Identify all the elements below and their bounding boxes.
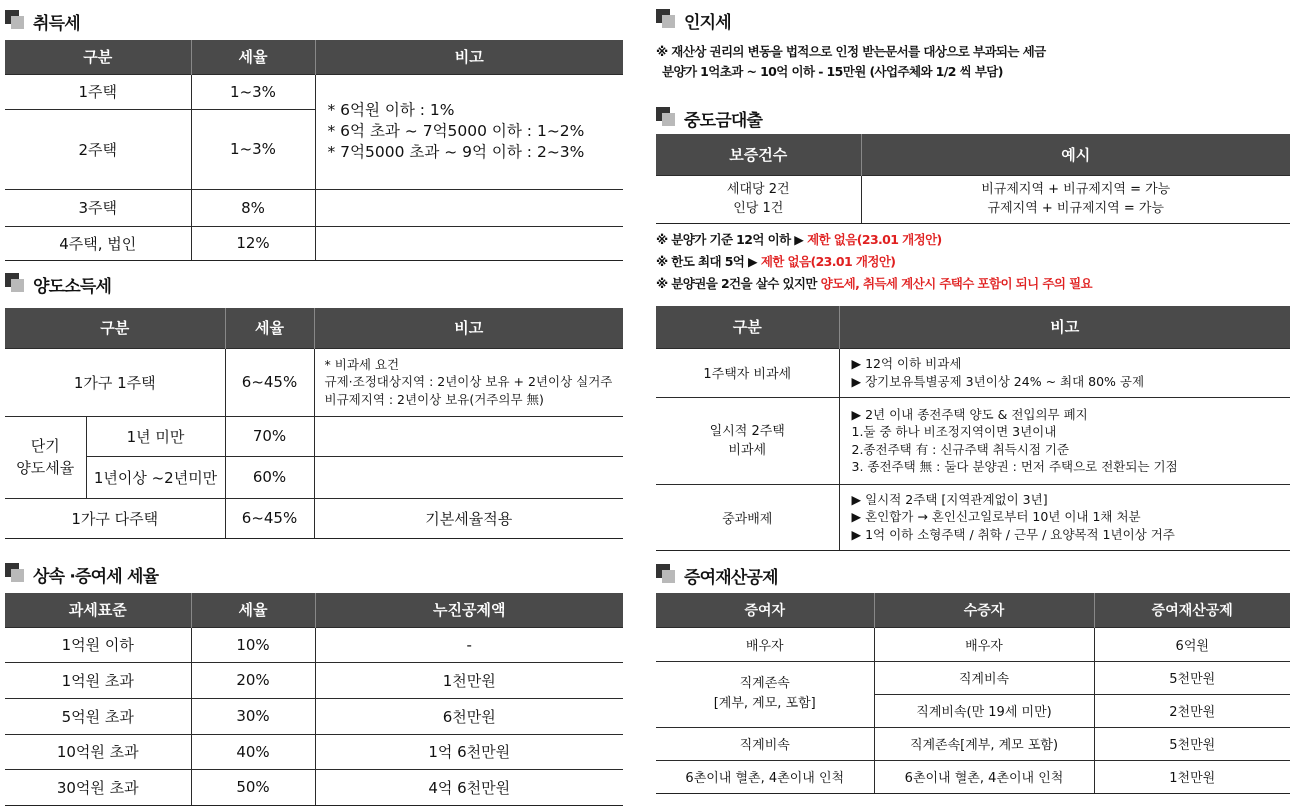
section-bullet-icon — [5, 273, 27, 295]
table-cell: 2주택 — [5, 109, 191, 189]
table-cell: 70% — [225, 416, 314, 456]
table-cell: 비규제지역 + 비규제지역 = 가능 규제지역 + 비규제지역 = 가능 — [861, 175, 1290, 223]
table-cell: 20% — [191, 662, 315, 698]
table-cell: 직계비속 — [874, 661, 1094, 694]
section-title: 증여재산공제 — [656, 562, 1290, 588]
table-cell: 6촌이내 혈촌, 4촌이내 인척 — [656, 760, 874, 793]
table-cell — [314, 416, 623, 456]
loan-note-3: ※ 분양권을 2건을 살수 있지만 양도세, 취득세 계산시 주택수 포함이 되니 주의 필요 — [656, 275, 1093, 291]
note-cell: * 비과세 요건 규제·조정대상지역 : 2년이상 보유 + 2년이상 실거주 비규제지역 : 2년이상 보유(거주의무 無) — [314, 348, 623, 416]
inheritance-tax-section — [5, 561, 623, 806]
header-cell: 예시 — [861, 134, 1290, 175]
table-cell: ▶ 12억 이하 비과세 ▶ 장기보유특별공제 3년이상 24% ~ 최대 80% 공제 — [839, 348, 1290, 397]
section-bullet-icon — [5, 563, 27, 585]
table-row — [656, 397, 1290, 484]
section-bullet-icon — [656, 107, 678, 129]
gift-deduction-table — [656, 593, 1290, 794]
table-cell: 30억원 초과 — [5, 769, 191, 805]
table-cell: ▶ 2년 이내 종전주택 양도 & 전입의무 폐지 1.둘 중 하나 비조정지역이면 3년이내 2.종전주택 有 : 신규주택 취득시점 기준 3. 종전주택 無 : 둘다 분양권 : 먼저 주택으로 전환되는 기점 — [839, 397, 1290, 484]
table-cell: 6~45% — [225, 348, 314, 416]
table-cell: 1가구 다주택 — [5, 498, 225, 538]
table-cell: 10% — [191, 627, 315, 662]
table-cell: 8% — [191, 189, 315, 226]
interim-loan-table — [656, 134, 1290, 224]
table-row — [5, 698, 623, 734]
header-cell: 보증건수 — [656, 134, 861, 175]
table-cell: 1주택 — [5, 74, 191, 109]
interim-loan-section — [656, 105, 1290, 295]
header-cell: 세율 — [191, 40, 315, 74]
header-cell: 증여자 — [656, 593, 874, 627]
table-cell — [314, 456, 623, 498]
table-cell: 60% — [225, 456, 314, 498]
table-cell: 1가구 1주택 — [5, 348, 225, 416]
table-cell: 1천만원 — [315, 662, 623, 698]
loan-note-2: ※ 한도 최대 5억 ▶ 제한 없음(23.01 개정안) — [656, 253, 896, 269]
note-cell: * 6억원 이하 : 1% * 6억 초과 ~ 7억5000 이하 : 1~2% * 7억5000 초과 ~ 9억 이하 : 2~3% — [315, 74, 623, 189]
table-cell: 1년이상 ~2년미만 — [86, 456, 225, 498]
table-cell: 40% — [191, 734, 315, 769]
stamp-note-1: ※ 재산상 권리의 변동을 법적으로 인정 받는문서를 대상으로 부과되는 세금 — [656, 44, 1046, 59]
table-cell: 2천만원 — [1094, 694, 1290, 727]
table-cell: 4주택, 법인 — [5, 226, 191, 260]
section-title: 중도금대출 — [656, 105, 1290, 131]
table-cell: 10억원 초과 — [5, 734, 191, 769]
table-cell: 세대당 2건 인당 1건 — [656, 175, 861, 223]
table-cell: 5천만원 — [1094, 727, 1290, 760]
table-row — [5, 627, 623, 662]
table-cell: 1~3% — [191, 74, 315, 109]
table-cell: 5천만원 — [1094, 661, 1290, 694]
table-cell: - — [315, 627, 623, 662]
table-cell — [315, 226, 623, 260]
header-cell: 비고 — [839, 306, 1290, 348]
transfer-tax-section — [5, 271, 623, 539]
header-cell: 비고 — [315, 40, 623, 74]
table-cell: 50% — [191, 769, 315, 805]
section-title: 상속 ·증여세 세율 — [5, 561, 623, 587]
section-bullet-icon — [656, 564, 678, 586]
table-row — [656, 348, 1290, 397]
header-cell: 세율 — [191, 593, 315, 627]
table-cell: 배우자 — [874, 627, 1094, 661]
table-row — [656, 484, 1290, 550]
table-cell: 1년 미만 — [86, 416, 225, 456]
header-cell: 과세표준 — [5, 593, 191, 627]
table-row — [5, 769, 623, 805]
table-cell — [315, 189, 623, 226]
loan-note-1: ※ 분양가 기준 12억 이하 ▶ 제한 없음(23.01 개정안) — [656, 231, 942, 247]
table-cell: 6천만원 — [315, 698, 623, 734]
exemption-table — [656, 306, 1290, 551]
header-cell: 구분 — [656, 306, 839, 348]
header-cell: 세율 — [225, 308, 314, 348]
table-cell: 5억원 초과 — [5, 698, 191, 734]
inheritance-tax-table — [5, 593, 623, 806]
transfer-tax-table — [5, 308, 623, 539]
table-cell: 1억원 초과 — [5, 662, 191, 698]
stamp-note-2: 분양가 1억초과 ~ 10억 이하 - 15만원 (사업주체와 1/2 씩 부담) — [662, 64, 1003, 79]
table-cell: 3주택 — [5, 189, 191, 226]
table-cell: 6촌이내 혈촌, 4촌이내 인척 — [874, 760, 1094, 793]
short-term-label: 단기 양도세율 — [5, 416, 86, 498]
table-cell: 4억 6천만원 — [315, 769, 623, 805]
gift-deduction-section — [656, 562, 1290, 794]
header-cell: 구분 — [5, 308, 225, 348]
table-cell: 1천만원 — [1094, 760, 1290, 793]
table-cell: 1억원 이하 — [5, 627, 191, 662]
table-cell: 6~45% — [225, 498, 314, 538]
acquisition-tax-table — [5, 40, 623, 261]
acquisition-tax-section — [5, 8, 623, 261]
table-cell: 1억 6천만원 — [315, 734, 623, 769]
table-cell: 12% — [191, 226, 315, 260]
header-cell: 구분 — [5, 40, 191, 74]
header-cell: 수증자 — [874, 593, 1094, 627]
section-bullet-icon — [5, 10, 27, 32]
table-cell: 중과배제 — [656, 484, 839, 550]
table-cell: 기본세율적용 — [314, 498, 623, 538]
header-cell: 비고 — [314, 308, 623, 348]
header-cell: 누진공제액 — [315, 593, 623, 627]
table-cell: 직계비속(만 19세 미만) — [874, 694, 1094, 727]
table-cell: ▶ 일시적 2주택 [지역관계없이 3년] ▶ 혼인합가 → 혼인신고일로부터 10년 이내 1채 처분 ▶ 1억 이하 소형주택 / 취학 / 근무 / 요양목적 1년이상 거주 — [839, 484, 1290, 550]
table-cell: 직계존속[계부, 계모 포함) — [874, 727, 1094, 760]
header-cell: 증여재산공제 — [1094, 593, 1290, 627]
table-cell: 일시적 2주택 비과세 — [656, 397, 839, 484]
table-row — [5, 662, 623, 698]
table-cell: 1~3% — [191, 109, 315, 189]
table-cell: 30% — [191, 698, 315, 734]
section-title: 취득세 — [5, 8, 623, 34]
table-cell: 직계존속 [계부, 계모, 포함] — [656, 661, 874, 727]
table-cell: 6억원 — [1094, 627, 1290, 661]
table-row — [5, 734, 623, 769]
stamp-tax-section — [656, 7, 1290, 82]
section-title: 인지세 — [656, 7, 1290, 33]
table-cell: 직계비속 — [656, 727, 874, 760]
table-cell: 배우자 — [656, 627, 874, 661]
section-title: 양도소득세 — [5, 271, 623, 297]
table-cell: 1주택자 비과세 — [656, 348, 839, 397]
section-bullet-icon — [656, 9, 678, 31]
